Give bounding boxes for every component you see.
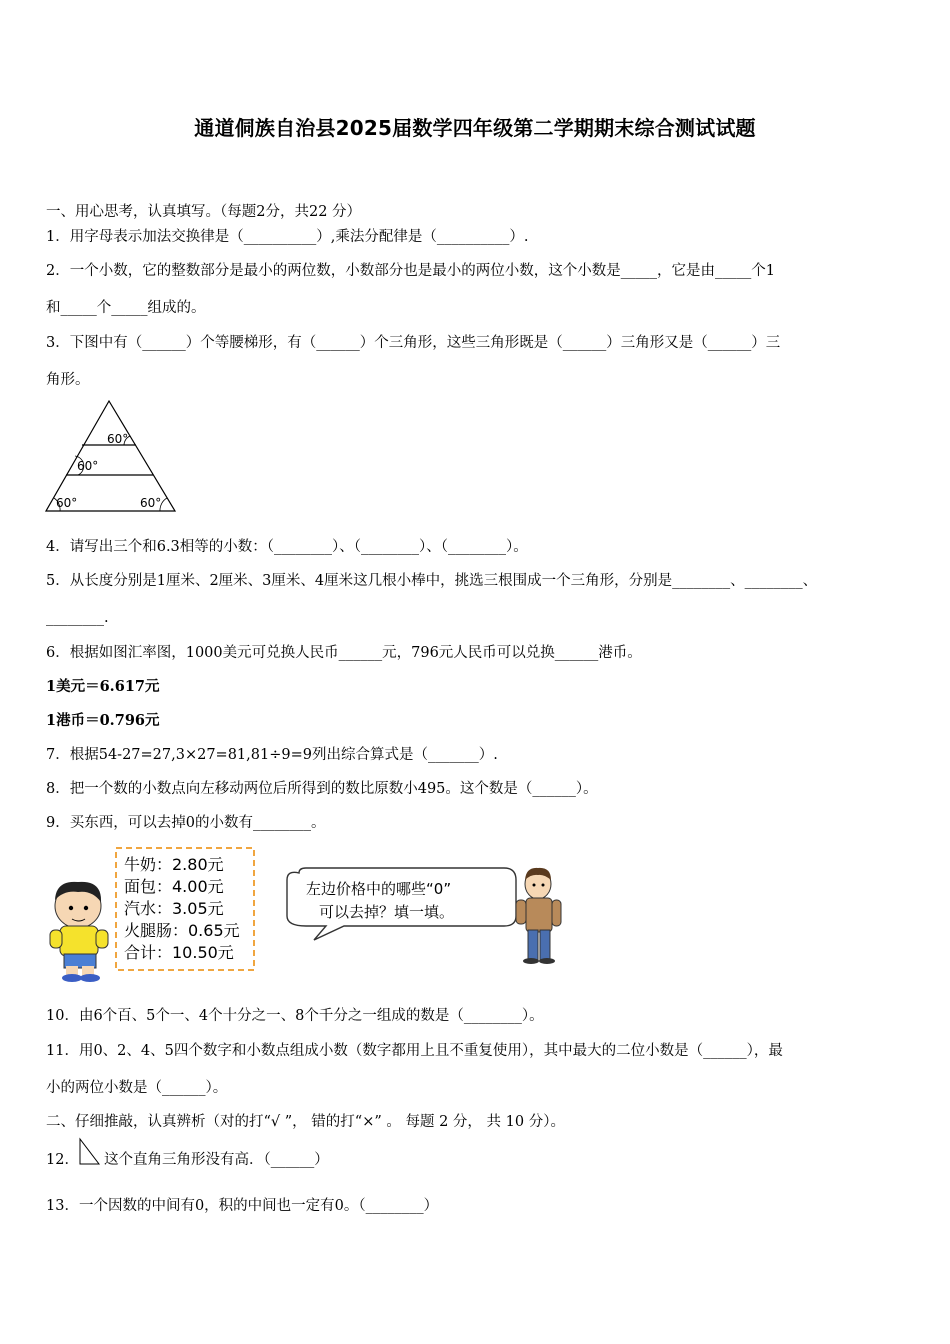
question-10: 10．由6个百、5个一、4个十分之一、8个千分之一组成的数是（________）。 [46, 1008, 544, 1024]
price-item: 火腿肠：0.65元 [124, 921, 240, 940]
shopping-illustration [44, 840, 564, 988]
page-title: 通道侗族自治县2025届数学四年级第二学期期末综合测试试题 [194, 116, 756, 140]
price-item: 汽水：3.05元 [124, 899, 224, 918]
price-item: 牛奶：2.80元 [124, 855, 224, 874]
question-2-line1: 2．一个小数，它的整数部分是最小的两位数，小数部分也是最小的两位小数，这个小数是_____，它是由_____个1 [46, 263, 775, 279]
angle-label-mid: 60° [77, 459, 99, 473]
question-12-text: 这个直角三角形没有高．（______） [104, 1152, 329, 1168]
question-11-line1: 11．用0、2、4、5四个数字和小数点组成小数（数字都用上且不重复使用），其中最大的二位小数是（______），最 [46, 1043, 783, 1059]
question-12-number: 12． [46, 1152, 79, 1168]
boy-cartoon-icon [50, 882, 108, 982]
question-5-line2: ________. [46, 610, 109, 626]
bubble-text-line1: 左边价格中的哪些“0” [306, 880, 452, 898]
bubble-text-line2: 可以去掉？填一填。 [319, 903, 455, 921]
exchange-rate-usd: 1美元＝6.617元 [46, 678, 160, 695]
question-4: 4．请写出三个和6.3相等的小数：（________）、（________）、（________）。 [46, 539, 528, 555]
outer-triangle [46, 401, 175, 511]
question-3-line2: 角形。 [46, 372, 90, 388]
angle-label-bottom-left: 60° [56, 496, 78, 510]
question-11-line2: 小的两位小数是（______）。 [46, 1080, 228, 1096]
teacher-cartoon-icon [516, 868, 561, 964]
exchange-rate-hkd: 1港币＝0.796元 [46, 712, 160, 729]
angle-label-top: 60° [107, 432, 129, 446]
angle-label-bottom-right: 60° [140, 496, 162, 510]
question-2-line2: 和_____个_____组成的。 [46, 300, 206, 316]
question-5-line1: 5．从长度分别是1厘米、2厘米、3厘米、4厘米这几根小棒中，挑选三根围成一个三角形，分别是________、________、 [46, 573, 818, 589]
question-7: 7．根据54-27=27,3×27=81,81÷9=9列出综合算式是（_______）. [46, 747, 498, 763]
question-1: 1．用字母表示加法交换律是（__________）,乘法分配律是（__________）. [46, 229, 529, 245]
price-item: 面包：4.00元 [124, 877, 224, 896]
section2-heading: 二、仔细推敲，认真辨析（对的打“√ ”， 错的打“×” 。 每题 2 分， 共 10 分）。 [46, 1114, 565, 1130]
question-6: 6．根据如图汇率图，1000美元可兑换人民币______元，796元人民币可以兑换______港币。 [46, 645, 642, 661]
right-triangle-icon [78, 1137, 102, 1167]
question-8: 8．把一个数的小数点向左移动两位后所得到的数比原数小495。这个数是（______）。 [46, 781, 598, 797]
question-9: 9．买东西，可以去掉0的小数有________。 [46, 815, 326, 831]
trapezoid-triangle-figure [42, 398, 182, 516]
section1-heading: 一、用心思考，认真填写。（每题2分，共22 分） [46, 204, 362, 220]
price-item: 合计：10.50元 [124, 943, 234, 962]
question-3-line1: 3．下图中有（______）个等腰梯形，有（______）个三角形，这些三角形既是（______）三角形又是（______）三 [46, 335, 781, 351]
question-13: 13．一个因数的中间有0，积的中间也一定有0。（________） [46, 1198, 439, 1214]
